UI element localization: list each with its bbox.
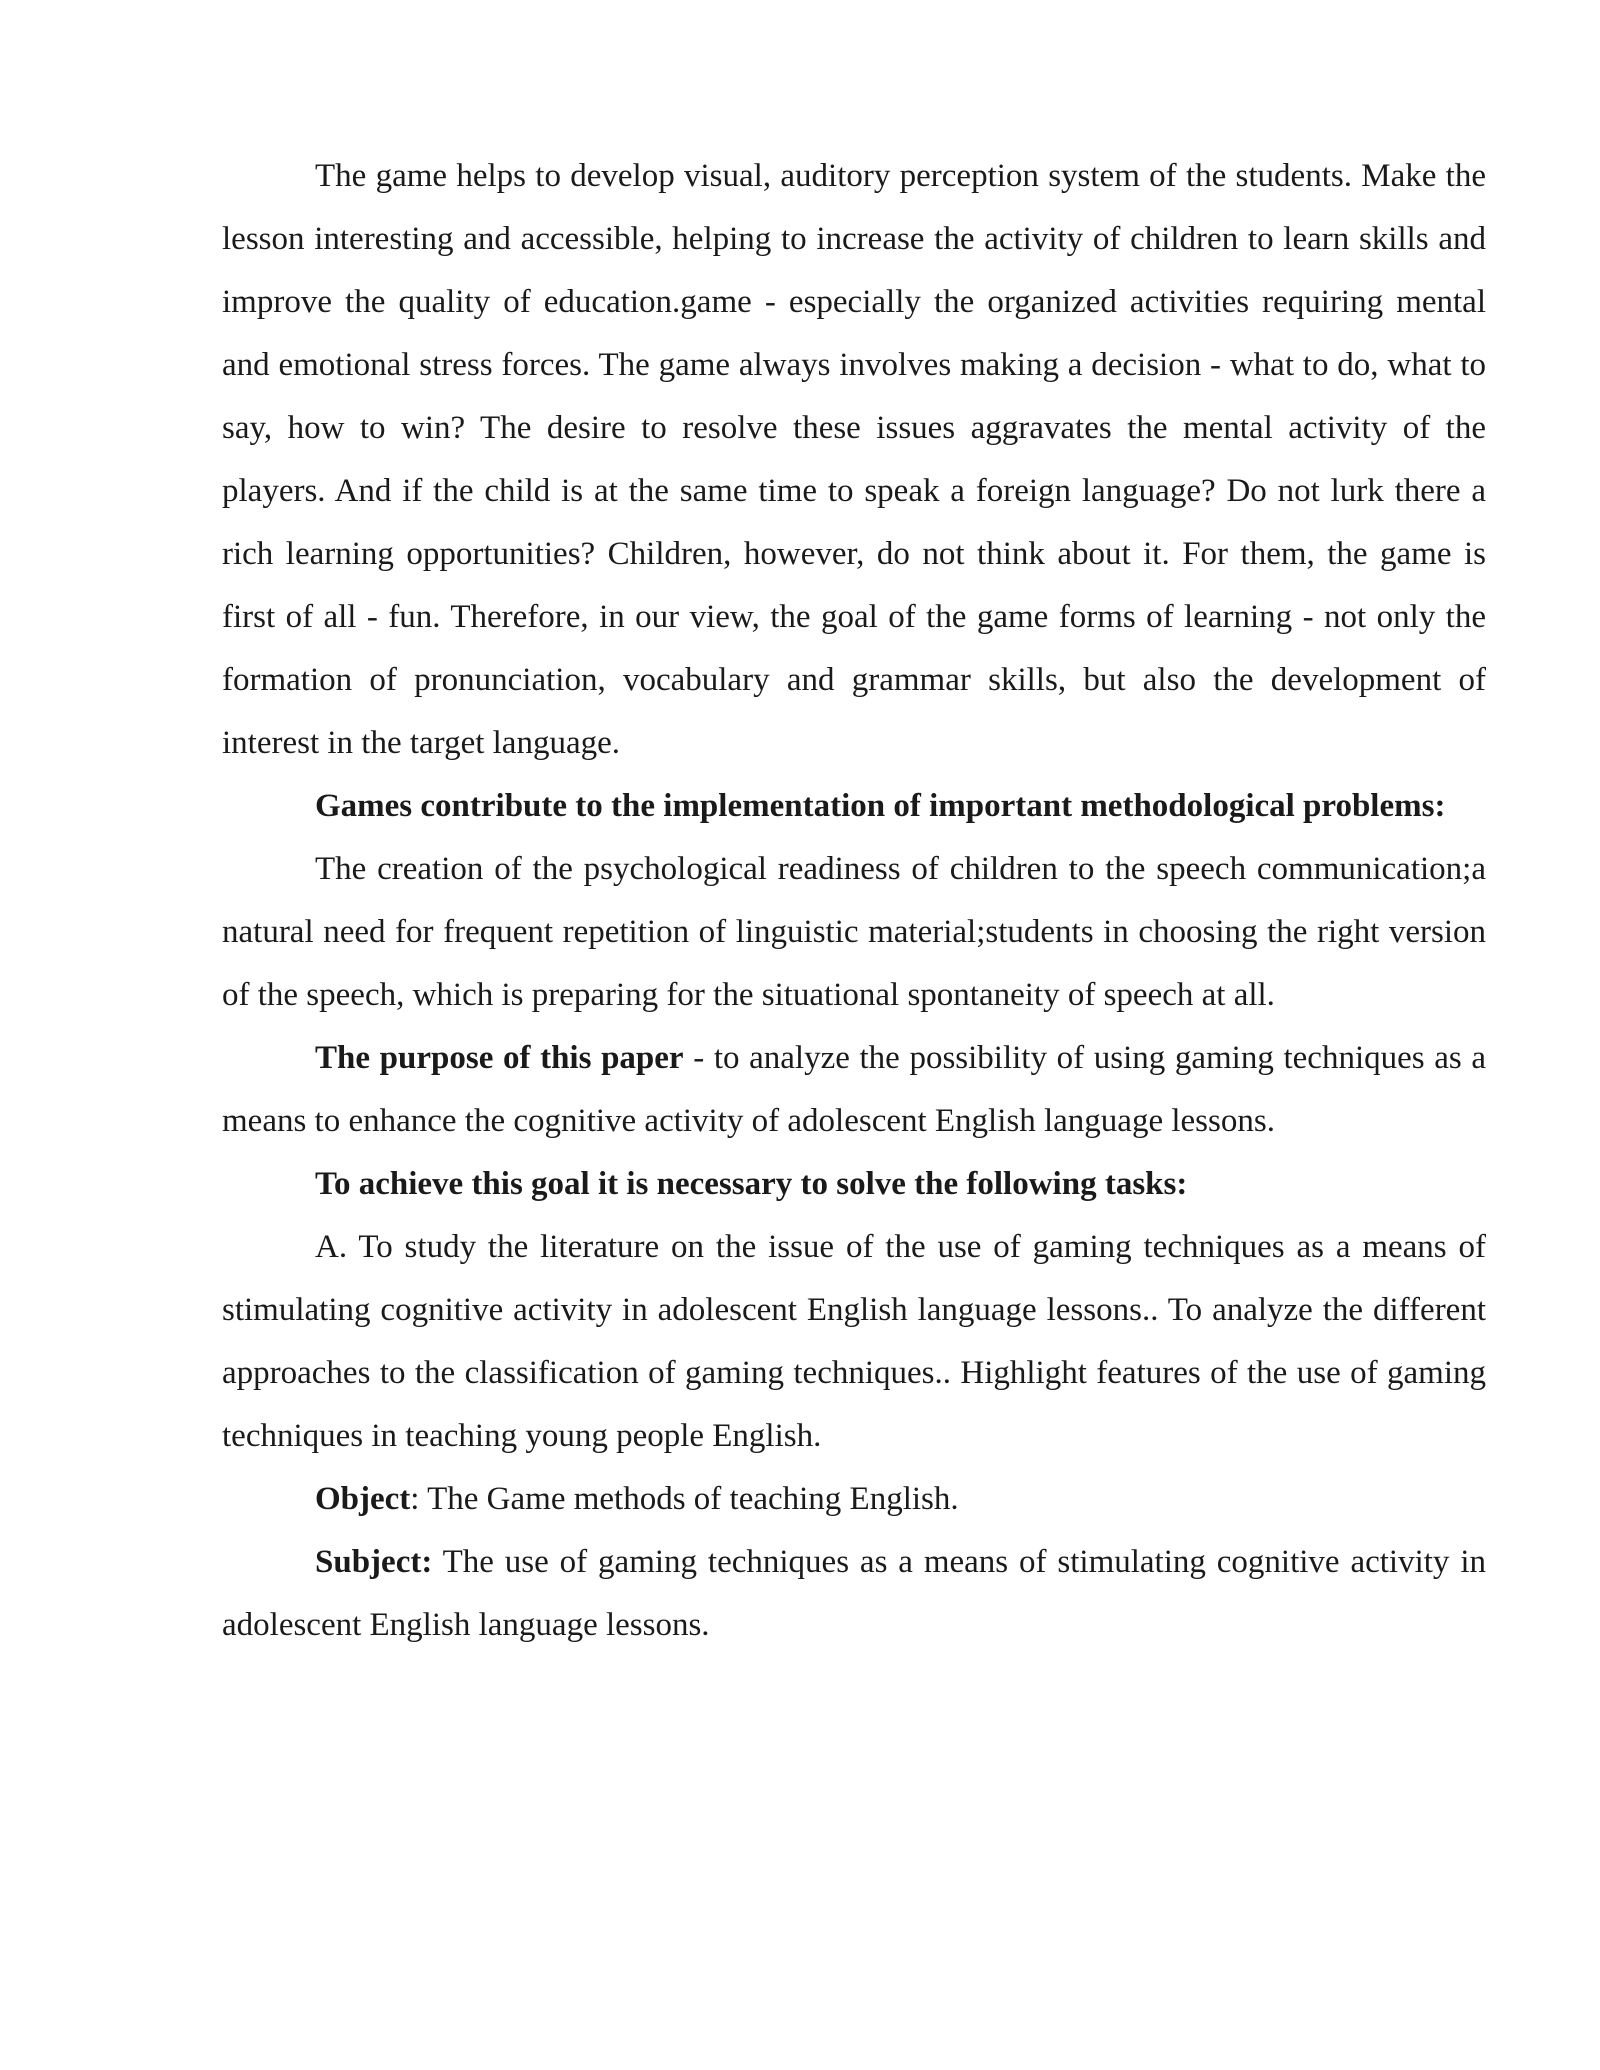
subject-paragraph	[222, 1531, 1486, 1657]
intro-paragraph: The game helps to develop visual, auditory perception system of the students. Make the lesson interesting and accessible, helping to increase the activity of children to learn skills and improve the quality of education.game - especially the organized activities requiring mental and emotional stress forces. The game always involves making a decision - what to do, what to say, how to win? The desire to resolve these issues aggravates the mental activity of the players. And if the child is at the same time to speak a foreign language? Do not lurk there a rich learning opportunities? Children, however, do not think about it. For them, the game is first of all - fun. Therefore, in our view, the goal of the game forms of learning - not only the formation of pronunciation, vocabulary and grammar skills, but also the development of interest in the target language.	[222, 158, 1486, 761]
object-text: : The Game methods of teaching English.	[410, 1481, 959, 1517]
subject-text: The use of gaming techniques as a means of stimulating cognitive activity in adolescent English language lessons.	[222, 1544, 1486, 1643]
subject-label: Subject:	[315, 1544, 433, 1580]
document-page	[222, 145, 1486, 1657]
object-paragraph	[222, 1468, 1486, 1531]
purpose-paragraph	[222, 1027, 1486, 1153]
object-label: Object	[315, 1481, 411, 1517]
tasks-heading: To achieve this goal it is necessary to solve the following tasks:	[315, 1166, 1188, 1202]
psychological-readiness-paragraph: The creation of the psychological readiness of children to the speech communication;a natural need for frequent repetition of linguistic material;students in choosing the right version of the speech, which is preparing for the situational spontaneity of speech at all.	[222, 851, 1486, 1013]
purpose-label: The purpose of this paper	[315, 1040, 684, 1076]
games-heading: Games contribute to the implementation of important methodological problems:	[315, 788, 1446, 824]
purpose-text: - to analyze the possibility of using gaming techniques as a means to enhance the cognitive activity of adolescent English language lessons.	[222, 1040, 1486, 1139]
tasks-paragraph: A. To study the literature on the issue of the use of gaming techniques as a means of stimulating cognitive activity in adolescent English language lessons.. To analyze the different approaches to the classification of gaming techniques.. Highlight features of the use of gaming techniques in teaching young people English.	[222, 1229, 1486, 1454]
